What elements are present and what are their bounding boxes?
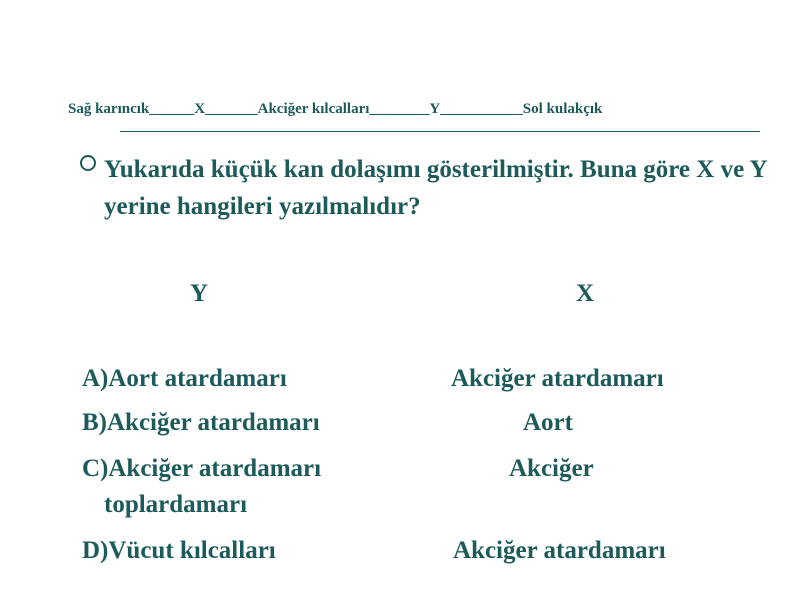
question-text: Yukarıda küçük kan dolaşımı gösterilmiştir. Buna göre X ve Y yerine hangileri yazılmalıdır?	[104, 156, 767, 220]
column-header-y: Y	[190, 280, 209, 307]
divider-line	[120, 131, 760, 132]
option-c-label: C)Akciğer atardamarı	[82, 455, 322, 482]
diagram-blank: _______	[205, 101, 258, 117]
option-a-answer: Akciğer atardamarı	[451, 365, 664, 392]
option-a-label: A)Aort atardamarı	[82, 365, 287, 392]
diagram-end: Sol kulakçık	[522, 101, 603, 117]
diagram-middle: Akciğer kılcalları	[257, 101, 370, 117]
diagram-blank: ________	[369, 101, 430, 117]
column-header-x: X	[576, 280, 595, 307]
circulation-diagram	[68, 101, 602, 118]
diagram-blank: ___________	[440, 101, 523, 117]
option-b-answer: Aort	[523, 409, 573, 436]
diagram-x: X	[194, 101, 206, 117]
diagram-y: Y	[429, 101, 441, 117]
option-c-answer: Akciğer	[509, 455, 594, 482]
diagram-blank: ______	[149, 101, 195, 117]
diagram-start: Sağ karıncık	[68, 101, 150, 117]
option-d-answer: Akciğer atardamarı	[453, 537, 666, 564]
bullet-circle-icon	[80, 155, 96, 171]
option-b-label: B)Akciğer atardamarı	[82, 409, 320, 436]
option-d-label: D)Vücut kılcalları	[82, 537, 276, 564]
option-c-label-continued: toplardamarı	[104, 491, 248, 518]
